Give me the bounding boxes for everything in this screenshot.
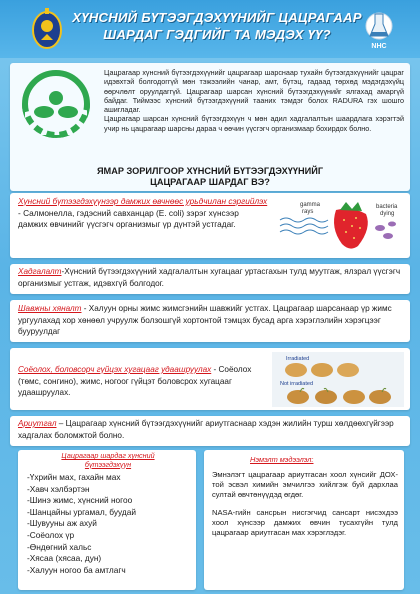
list-item: -Шанцайны ургамал, буудай [27, 506, 136, 517]
intro-paragraph-1: Цацрагаар хүнсний бүтээгдэхүүнийг цацрагаар шарснаар тухайн бүтээгдэхүүнийг цацраг идэвхтэй болгодоггүй мөн тэжээлийн чанар, амт, бүтэц, гадаад төрхөд мэдэгдэхүйц өөрчлөлт оруулдаггүй. Цацрагаар шарсан хүнсний бүтээгдэхүүнийг ялгахад амаргүй байдаг. Тиймээс хүнсний бүтээгдэхүүний тааних тэмдэг болох RADURA гэх шошго ашигладаг. [104, 68, 404, 115]
list-item: -Халуун ногоо ба амтлагч [27, 564, 126, 575]
note-paragraph-1: Эмнэлэгт цацрагаар ариутгасан хоол хүнсийг ДОХ-той эсвэл химийн эмчилгээ хийлгэж буй дархлаа султай өвчтөнүүдэд өгдөг. [212, 470, 398, 499]
title-line-2: ШАРДАГ ГЭДГИЙГ ТА МЭДЭХ ҮҮ? [103, 27, 331, 42]
purpose-3-title: Шавжны хяналт [18, 304, 82, 313]
title-line-1: ХҮНСНИЙ БҮТЭЭГДЭХҮҮНИЙГ ЦАЦРАГААР [72, 10, 362, 25]
intro-text [104, 68, 404, 133]
food-list-title-line-1: Цацрагаар шардаг хүнсний [61, 451, 155, 460]
purpose-4-title: Соёолох, боловсорч гүйцэх хугацааг удаашруулах [18, 365, 212, 374]
list-item: -Шинэ жимс, хүнсний ногоо [27, 495, 133, 506]
purpose-5-body: – Цацрагаар хүнсний бүтээгдэхүүнийг ариутгаснаар хэдэн жилийн турш хөлдөөхгүйгээр хадгалах боломжтой болно. [18, 419, 394, 440]
radura-symbol-icon [22, 70, 90, 138]
section-heading-line-1: ЯМАР ЗОРИЛГООР ХҮНСНИЙ БҮТЭЭГДЭХҮҮНИЙГ [96, 166, 324, 176]
bacteria-label: bacteria [376, 204, 398, 210]
list-item: -Өндөгний хальс [27, 541, 92, 552]
potato-comparison-illustration [272, 352, 404, 407]
purpose-5-title: Ариутгал [18, 419, 57, 428]
intro-paragraph-2: Цацрагаар шарсан хүнсний бүтээгдэхүүн ч мөн адил хадгалалтын шаардлага хэрэгтэй учир нь цацрагаар шарсны дараа ч өөчин үүсгэгч организмаар бохирдох болно. [104, 114, 404, 133]
food-list-title [28, 452, 188, 469]
rays-label: rays [302, 209, 314, 215]
note-text [212, 470, 398, 546]
emblem-logo [30, 6, 64, 52]
purpose-5-text [18, 418, 403, 441]
purpose-3-body: - Халуун орны жимс жимсгэнийн шавжийг устгах. Цацрагаар шарсанаар үр жимс ургуулахад хор хөнөөл учруулж болзошгүй хортонтой тэмцэх бусад арга хэрэглэлийн хэрэгцээг бууруулдаг [18, 304, 392, 336]
list-item: -Хавч хэлбэртэн [27, 483, 90, 494]
food-list-title-line-2: бүтээгдэхүүн [84, 459, 132, 469]
purpose-3-text [18, 303, 403, 338]
purpose-1-text [18, 196, 268, 231]
section-heading-line-2: ЦАЦРАГААР ШАРДАГ ВЭ? [150, 177, 270, 187]
purpose-2-body: -Хүнсний бүтээгдэхүүний хадгалалтын хугацааг уртасгахын тулд муутгаж, ялзрал үүсгэгч организмыг устгаж, идэвхгүй болгодог. [18, 267, 401, 288]
list-item: -Хясаа (хясаа, дун) [27, 553, 102, 564]
purpose-4-body: - Соёолох (төмс, сонгино), жимс, ногоог гүйцэт боловсрох хугацааг удаашруулах. [18, 365, 252, 397]
note-paragraph-2: NASA-гийн сансрын нисгэгчид сансарт нисэхдээ хоол хүнсээр дамжих өвчин тусахгүйн тулд цацрагаар ариутгасан мах хэрэглэдэг. [212, 508, 398, 537]
nhc-logo-text: NHC [371, 43, 387, 50]
list-item: -Соёолох үр [27, 529, 75, 540]
purpose-1-body: - Салмонелла, гэдэсний савханцар (E. coli) зэрэг хүнсээр дамжих өвчинийг үүсгэгч организмыг үр дүнтэй устгадаг. [18, 207, 239, 230]
page-title [72, 9, 362, 43]
list-item: -Шувууны аж ахуй [27, 518, 97, 529]
strawberry-irradiation-illustration [276, 196, 406, 254]
not-irradiated-label: Not irradiated [280, 381, 314, 387]
note-title: Нэмэлт мэдээлэл: [250, 455, 314, 464]
purpose-4-text [18, 364, 260, 399]
section-heading [60, 166, 360, 188]
dying-label: dying [380, 211, 395, 217]
nhc-logo [364, 8, 394, 52]
list-item: -Үхрийн мах, гахайн мах [27, 472, 121, 482]
purpose-1-title: Хүнсний бүтээгдэхүүнээр дамжих өвчнөөс урьдчилан сэргийлэх [18, 196, 268, 206]
purpose-2-text [18, 266, 403, 289]
gamma-label: gamma [300, 202, 321, 208]
purpose-2-title: Хадгалалт [18, 267, 62, 276]
irradiated-label: Irradiated [286, 356, 310, 362]
food-list [27, 472, 195, 576]
